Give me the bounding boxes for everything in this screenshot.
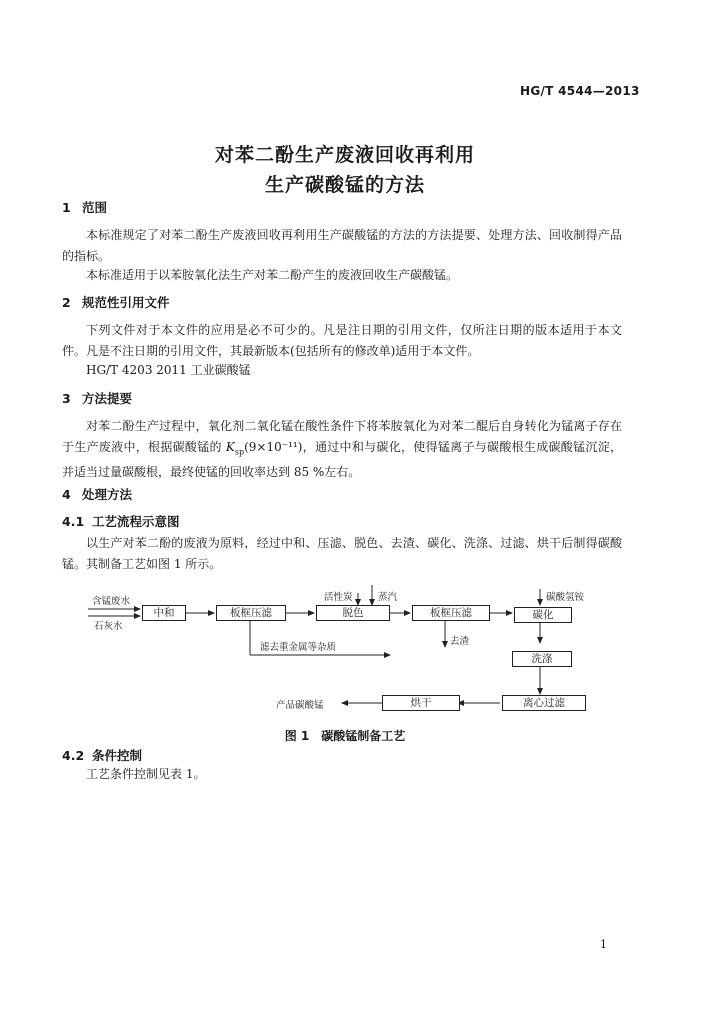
box-wash: 洗涤 <box>512 651 572 667</box>
section-4-2-paragraph: 工艺条件控制见表 1。 <box>86 767 206 781</box>
box-dry: 烘干 <box>382 695 460 711</box>
label-product: 产品碳酸锰 <box>276 700 324 711</box>
figure-caption <box>0 727 690 744</box>
box-centrifuge: 离心过滤 <box>502 695 586 711</box>
box-plate-press-2: 板框压滤 <box>412 605 490 621</box>
paragraph-text-end: ，通过中和与碳化，使得锰离子与碳酸根生成碳酸锰沉淀，并适当过量碳酸根，最终使锰的回收率达到 85 %左右。 <box>62 440 622 480</box>
section-title: 处理方法 <box>82 487 133 502</box>
section-number: 4.2 <box>62 748 85 763</box>
box-decolor: 脱色 <box>316 605 390 621</box>
input-lime-water: 石灰水 <box>94 621 123 632</box>
label-activated-carbon: 活性炭 <box>324 592 353 603</box>
section-1-heading <box>62 198 107 216</box>
ksp-symbol: K <box>225 440 235 454</box>
section-title: 方法提要 <box>82 391 133 406</box>
section-4-1-heading <box>62 512 180 530</box>
section-1-paragraph-1: 本标准规定了对苯二酚生产废液回收再利用生产碳酸锰的方法的方法提要、处理方法、回收制得产品的指标。 <box>62 228 622 263</box>
label-steam: 蒸汽 <box>378 592 398 603</box>
page-number: 1 <box>600 938 607 951</box>
section-4-heading <box>62 485 132 503</box>
box-neutralize: 中和 <box>142 605 186 621</box>
section-number: 4.1 <box>62 514 85 529</box>
section-1-paragraph-2: 本标准适用于以苯胺氧化法生产对苯二酚产生的废液回收生产碳酸锰。 <box>86 268 459 282</box>
figure-number: 图 1 <box>284 729 310 743</box>
process-flow-chart <box>80 585 600 715</box>
section-4-1-paragraph: 以生产对苯二酚的废液为原料，经过中和、压滤、脱色、去渣、碳化、洗涤、过滤、烘干后制得碳酸锰。其制备工艺如图 1 所示。 <box>62 536 622 571</box>
input-waste-water: 含锰废水 <box>92 596 131 607</box>
label-heavy-metal-impurities: 滤去重金属等杂质 <box>260 642 337 653</box>
section-title: 工艺流程示意图 <box>92 514 180 529</box>
label-ammonium-bicarbonate: 碳酸氢铵 <box>546 592 585 603</box>
ksp-value: (9×10⁻¹¹) <box>244 440 303 454</box>
section-title: 范围 <box>82 200 108 215</box>
document-number: HG/T 4544—2013 <box>520 84 640 98</box>
section-2-heading <box>62 293 170 311</box>
section-number: 2 <box>62 295 71 310</box>
section-number: 1 <box>62 200 71 215</box>
section-4-2-heading <box>62 746 142 764</box>
box-carbonize: 碳化 <box>514 607 572 623</box>
title-line-1: 对苯二酚生产废液回收再利用 <box>214 144 475 166</box>
box-plate-press-1: 板框压滤 <box>216 605 286 621</box>
label-residue: 去渣 <box>450 636 470 647</box>
ksp-subscript: sp <box>234 447 245 457</box>
paragraph-text-start: 对苯二酚生产过程中，氧化剂二氧化锰在酸性条件下将苯胺氧化为对苯二醌后自身转化为锰离子存在于生产废液中，根据碳酸锰的 <box>62 419 622 454</box>
section-3-heading <box>62 389 132 407</box>
section-3-paragraph <box>62 416 622 483</box>
section-title: 条件控制 <box>92 748 143 763</box>
section-2-paragraph-1: 下列文件对于本文件的应用是必不可少的。凡是注日期的引用文件，仅所注日期的版本适用于本文件。凡是不注日期的引用文件，其最新版本(包括所有的修改单)适用于本文件。 <box>62 323 622 358</box>
title-line-2: 生产碳酸锰的方法 <box>264 174 425 196</box>
section-number: 3 <box>62 391 71 406</box>
figure-title: 碳酸锰制备工艺 <box>321 729 406 743</box>
normative-reference: HG/T 4203 2011 工业碳酸锰 <box>86 363 251 377</box>
section-title: 规范性引用文件 <box>82 295 170 310</box>
section-number: 4 <box>62 487 71 502</box>
